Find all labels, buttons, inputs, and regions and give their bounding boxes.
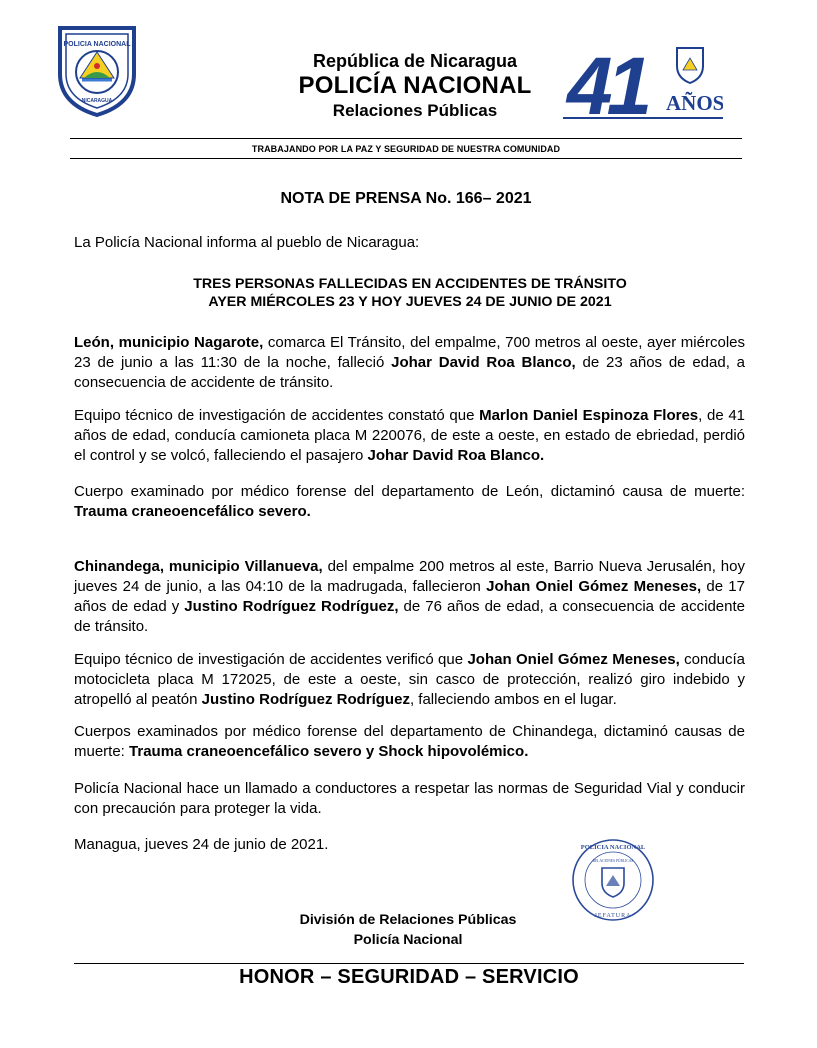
institutional-motto: TRABAJANDO POR LA PAZ Y SEGURIDAD DE NUESTRA COMUNIDAD [251, 144, 561, 154]
press-release-title: NOTA DE PRENSA No. 166– 2021 [280, 190, 532, 207]
header-rule-bottom [70, 158, 742, 159]
paragraph-leon-forensic: Cuerpo examinado por médico forense del departamento de León, dictaminó causa de muerte: Trauma craneoencefálico severo. [74, 483, 745, 520]
svg-text:41: 41 [567, 41, 647, 126]
signature-division: División de Relaciones Públicas [299, 912, 517, 928]
signature-institution: Policía Nacional [353, 932, 463, 948]
paragraph-chinandega-investigation: Equipo técnico de investigación de accidentes verificó que Johan Oniel Gómez Meneses, conducía motocicleta placa M 172025, de este a oeste, sin casco de protección, realizó giro indebido y atropelló al peatón Justino Rodríguez Rodríguez, falleciendo ambos en el lugar. [74, 651, 746, 708]
policia-nacional-logo [56, 22, 138, 118]
svg-text:POLICIA NACIONAL: POLICIA NACIONAL [63, 41, 131, 48]
paragraph-leon-investigation: Equipo técnico de investigación de accidentes constató que Marlon Daniel Espinoza Flores, de 41 años de edad, conducía camioneta placa M 220076, de este a oeste, en estado de ebriedad, perdió el control y se volcó, falleciendo el pasajero Johar David Roa Blanco. [74, 407, 746, 464]
headline-line-1: TRES PERSONAS FALLECIDAS EN ACCIDENTES DE TRÁNSITO [193, 276, 627, 292]
intro-line: La Policía Nacional informa al pueblo de Nicaragua: [74, 234, 420, 251]
place-date: Managua, jueves 24 de junio de 2021. [74, 836, 329, 853]
svg-text:JEFATURA: JEFATURA [594, 913, 632, 919]
headline-line-2: AYER MIÉRCOLES 23 Y HOY JUEVES 24 DE JUNIO DE 2021 [208, 294, 612, 310]
svg-text:NICARAGUA: NICARAGUA [81, 98, 113, 104]
paragraph-chinandega-forensic: Cuerpos examinados por médico forense del departamento de Chinandega, dictaminó causas de muerte: Trauma craneoencefálico severo y Shock hipovolémico. [74, 723, 745, 760]
paragraph-leon-incident: León, municipio Nagarote, comarca El Tránsito, del empalme, 700 metros al oeste, ayer miércoles 23 de junio a las 11:30 de la noche, falleció Johar David Roa Blanco, de 23 años de edad, a consecuencia de accidente de tránsito. [74, 334, 746, 391]
department-name: Relaciones Públicas [332, 101, 498, 120]
header-titles [240, 50, 590, 122]
header-rule-top [70, 138, 742, 139]
svg-text:POLICIA NACIONAL: POLICIA NACIONAL [580, 844, 646, 851]
institution-name: POLICÍA NACIONAL [298, 72, 532, 99]
signature-block [200, 910, 616, 950]
svg-text:RELACIONES PÚBLICAS: RELACIONES PÚBLICAS [592, 859, 634, 863]
footer-rule [74, 963, 744, 964]
republic-name: República de Nicaragua [312, 51, 518, 71]
paragraph-call-to-action: Policía Nacional hace un llamado a conductores a respetar las normas de Seguridad Vial y conducir con precaución para proteger la vida. [74, 780, 745, 817]
headline [74, 275, 746, 311]
svg-text:AÑOS: AÑOS [666, 91, 723, 115]
footer-motto: HONOR – SEGURIDAD – SERVICIO [239, 966, 579, 988]
anniversary-41-logo [563, 40, 723, 126]
paragraph-chinandega-incident: Chinandega, municipio Villanueva, del empalme 200 metros al este, Barrio Nueva Jerusalén, hoy jueves 24 de junio, a las 04:10 de la madrugada, fallecieron Johan Oniel Gómez Meneses, de 17 años de edad y Justino Rodríguez Rodríguez, de 76 años de edad, a consecuencia de accidente de tránsito. [74, 558, 745, 635]
